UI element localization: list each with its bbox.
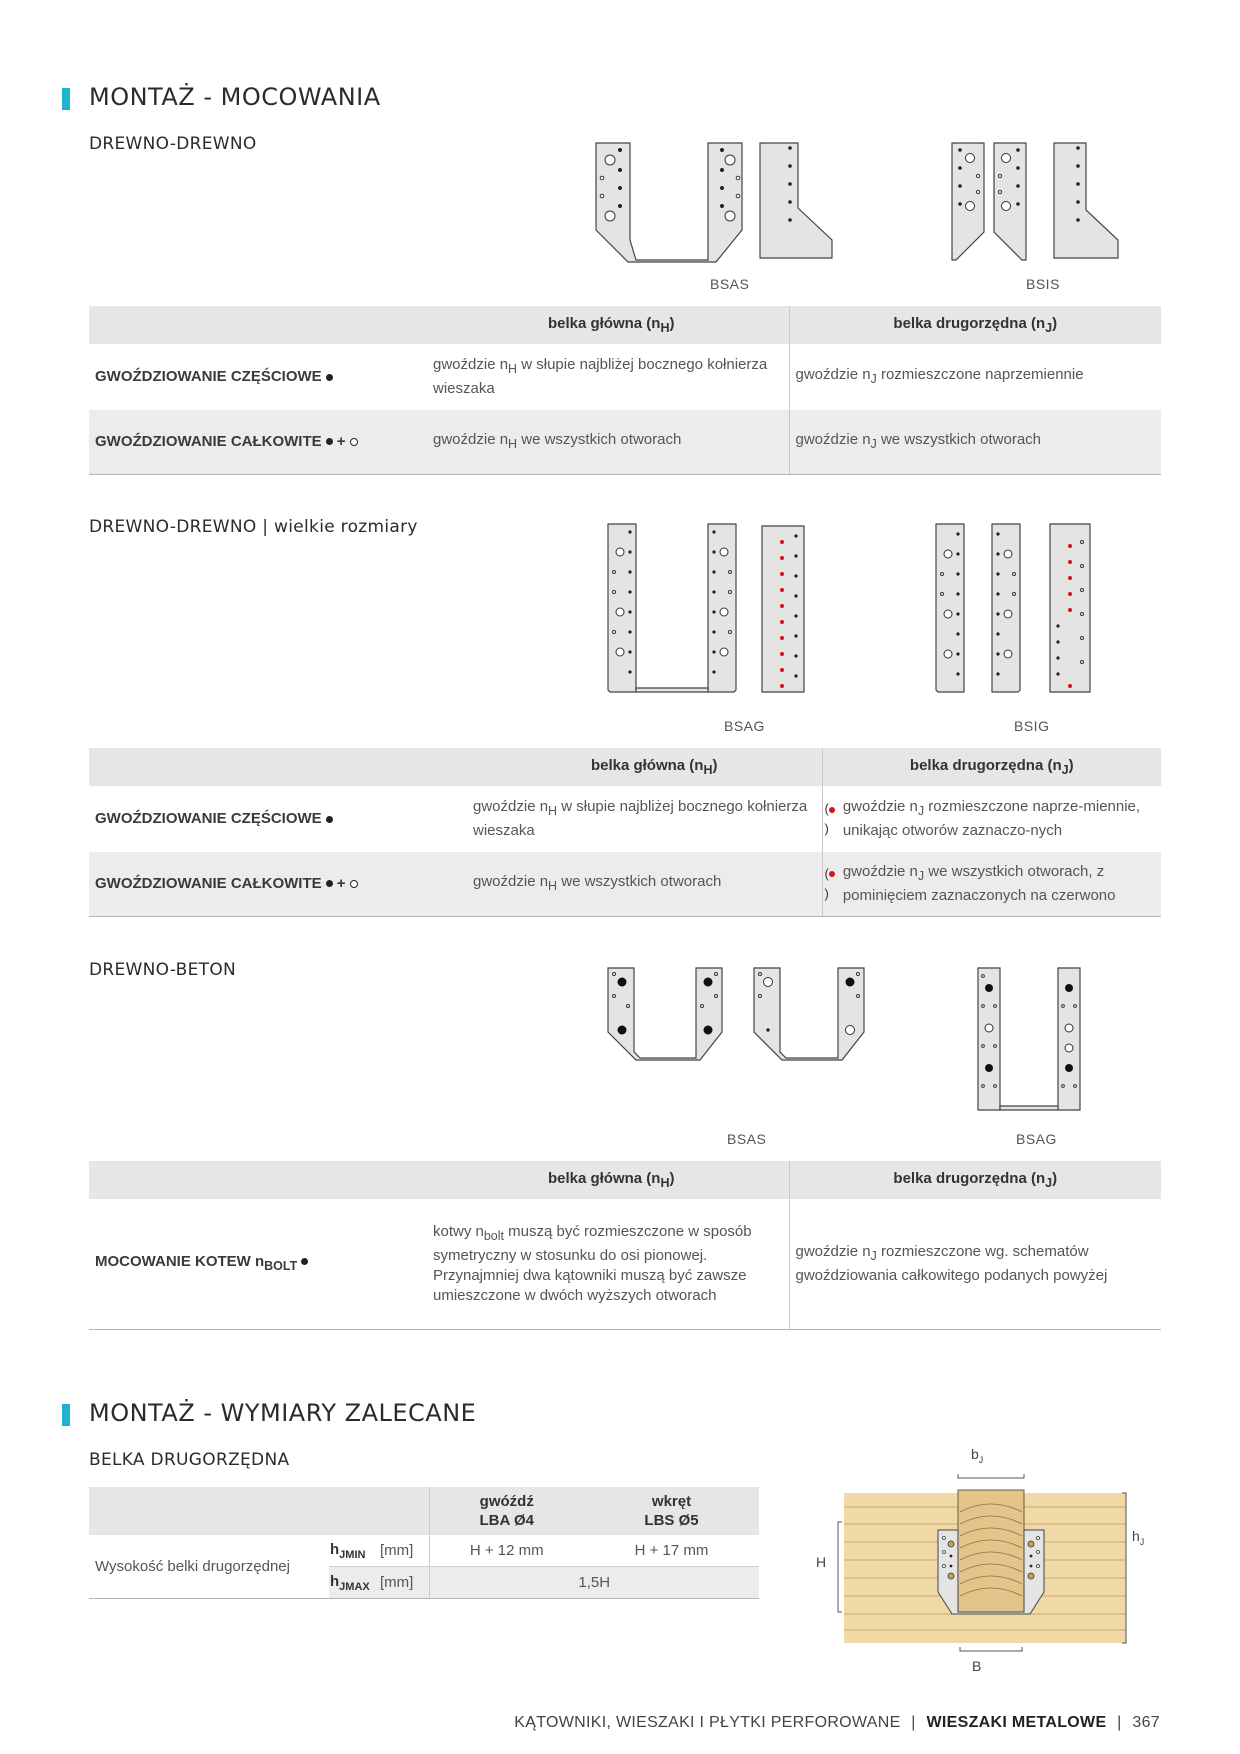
bsag-concrete-hanger-drawing — [976, 966, 1086, 1114]
subtitle-drewno-beton: DREWNO-BETON — [89, 960, 237, 980]
unit-mm: [mm] — [379, 1535, 429, 1567]
footer-separator: | — [1117, 1714, 1122, 1731]
beam-dimension-diagram — [810, 1452, 1140, 1677]
cell-main-full: gwoździe $n_H$ we wszystkich otworach — [472, 852, 822, 916]
value-hjmax: 1,5H — [429, 1567, 759, 1599]
full-dot-icon — [326, 816, 333, 823]
section-accent-bar — [62, 88, 70, 110]
subtitle-drewno-drewno-large: DREWNO-DREWNO | wielkie rozmiary — [89, 517, 418, 537]
cell-secondary-anchor: gwoździe $n_J$ rozmieszczone wg. schematów gwoździowania całkowitego podanych powyżej — [789, 1199, 1161, 1329]
nailing-table-wood-wood-large — [89, 748, 1161, 917]
figure-label-bsig: BSIG — [1014, 718, 1050, 734]
bsig-hanger-drawing — [930, 522, 1130, 697]
section-title-wymiary: MONTAŻ - WYMIARY ZALECANE — [89, 1399, 477, 1427]
empty-dot-icon — [350, 880, 358, 888]
subtitle-drewno-drewno: DREWNO-DREWNO — [89, 134, 257, 154]
recommended-dimensions-table — [89, 1487, 759, 1599]
row-label-full-nailing: GWOŹDZIOWANIE CAŁKOWITE + — [89, 410, 419, 474]
footer-separator: | — [911, 1714, 916, 1731]
symbol-hjmax: $h_{JMAX}$ — [329, 1567, 379, 1599]
header-secondary-beam: belka drugorzędna $(n_J)$ — [822, 748, 1161, 786]
row-label-partial-nailing: GWOŹDZIOWANIE CZĘŚCIOWE — [89, 786, 472, 852]
nailing-table-wood-wood — [89, 306, 1161, 475]
cell-secondary-full: gwoździe $n_J$ we wszystkich otworach — [789, 410, 1161, 474]
empty-dot-icon — [350, 438, 358, 446]
label-bj: $b_J$ — [971, 1446, 984, 1465]
label-hj: $h_J$ — [1132, 1528, 1145, 1547]
figure-label-bsis: BSIS — [1026, 276, 1060, 292]
row-label-anchor-fixing: MOCOWANIE KOTEW $n_{BOLT}$ — [89, 1199, 419, 1329]
header-nail-lba: gwóźdź LBA Ø4 — [429, 1487, 584, 1535]
header-main-beam: belka główna $(n_H)$ — [419, 306, 789, 344]
row-label-partial-nailing: GWOŹDZIOWANIE CZĘŚCIOWE — [89, 344, 419, 410]
header-main-beam: belka główna $(n_H)$ — [419, 1161, 789, 1199]
cell-main-anchor: kotwy $n_{bolt}$ muszą być rozmieszczone w sposób symetryczny w stosunku do osi pionowej. Przynajmniej dwa kątowniki muszą być zawsze umieszczone w dwóch wyższych otworach — [419, 1199, 789, 1329]
row-label-full-nailing: GWOŹDZIOWANIE CAŁKOWITE + — [89, 852, 472, 916]
cell-main-partial: gwoździe $n_H$ w słupie najbliżej bocznego kołnierza wieszaka — [473, 798, 808, 839]
figure-label-bsas: BSAS — [710, 276, 750, 292]
cell-secondary-partial: () gwoździe $n_J$ rozmieszczone naprze-miennie, unikając otworów zaznaczo-nych — [822, 786, 1161, 852]
symbol-hjmin: $h_{JMIN}$ — [329, 1535, 379, 1567]
value-nail-hjmin: H + 12 mm — [429, 1535, 584, 1567]
anchoring-table-wood-concrete — [89, 1161, 1161, 1330]
figure-label-bsag-concrete: BSAG — [1016, 1131, 1057, 1147]
figure-label-bsas-concrete: BSAS — [727, 1131, 767, 1147]
full-dot-icon — [326, 880, 333, 887]
header-screw-lbs: wkręt LBS Ø5 — [584, 1487, 759, 1535]
header-main-beam: belka główna $(n_H)$ — [472, 748, 822, 786]
subtitle-belka-drugorzedna: BELKA DRUGORZĘDNA — [89, 1450, 290, 1470]
value-screw-hjmin: H + 17 mm — [584, 1535, 759, 1567]
label-B: B — [972, 1658, 982, 1674]
red-hole-marker-icon: () — [825, 864, 835, 904]
section-accent-bar — [62, 1404, 70, 1426]
bsas-hanger-drawing — [592, 140, 842, 265]
bsas-concrete-hanger-drawing — [604, 966, 884, 1062]
label-H: H — [816, 1554, 827, 1570]
cell-secondary-partial: gwoździe $n_J$ rozmieszczone naprzemiennie — [789, 344, 1161, 410]
bsag-hanger-drawing — [606, 522, 816, 697]
page-footer — [514, 1714, 1160, 1732]
footer-category: KĄTOWNIKI, WIESZAKI I PŁYTKI PERFOROWANE — [514, 1714, 901, 1731]
bsis-hanger-drawing — [950, 140, 1125, 265]
cell-main-partial: gwoździe $n_H$ w słupie najbliżej bocznego kołnierza wieszaka — [433, 356, 768, 397]
section-title-mocowania: MONTAŻ - MOCOWANIA — [89, 83, 381, 111]
figure-label-bsag: BSAG — [724, 718, 765, 734]
footer-section: WIESZAKI METALOWE — [926, 1714, 1107, 1731]
full-dot-icon — [301, 1258, 308, 1265]
full-dot-icon — [326, 438, 333, 445]
row-label-height: Wysokość belki drugorzędnej — [89, 1535, 329, 1599]
cell-secondary-full: () gwoździe $n_J$ we wszystkich otworach, z pominięciem zaznaczonych na czerwono — [822, 852, 1161, 916]
header-secondary-beam: belka drugorzędna $(n_J)$ — [789, 306, 1161, 344]
unit-mm: [mm] — [379, 1567, 429, 1599]
header-secondary-beam: belka drugorzędna $(n_J)$ — [789, 1161, 1161, 1199]
red-hole-marker-icon: () — [825, 799, 835, 839]
full-dot-icon — [326, 374, 333, 381]
cell-main-full: gwoździe $n_H$ we wszystkich otworach — [419, 410, 789, 474]
page-number: 367 — [1132, 1714, 1160, 1731]
